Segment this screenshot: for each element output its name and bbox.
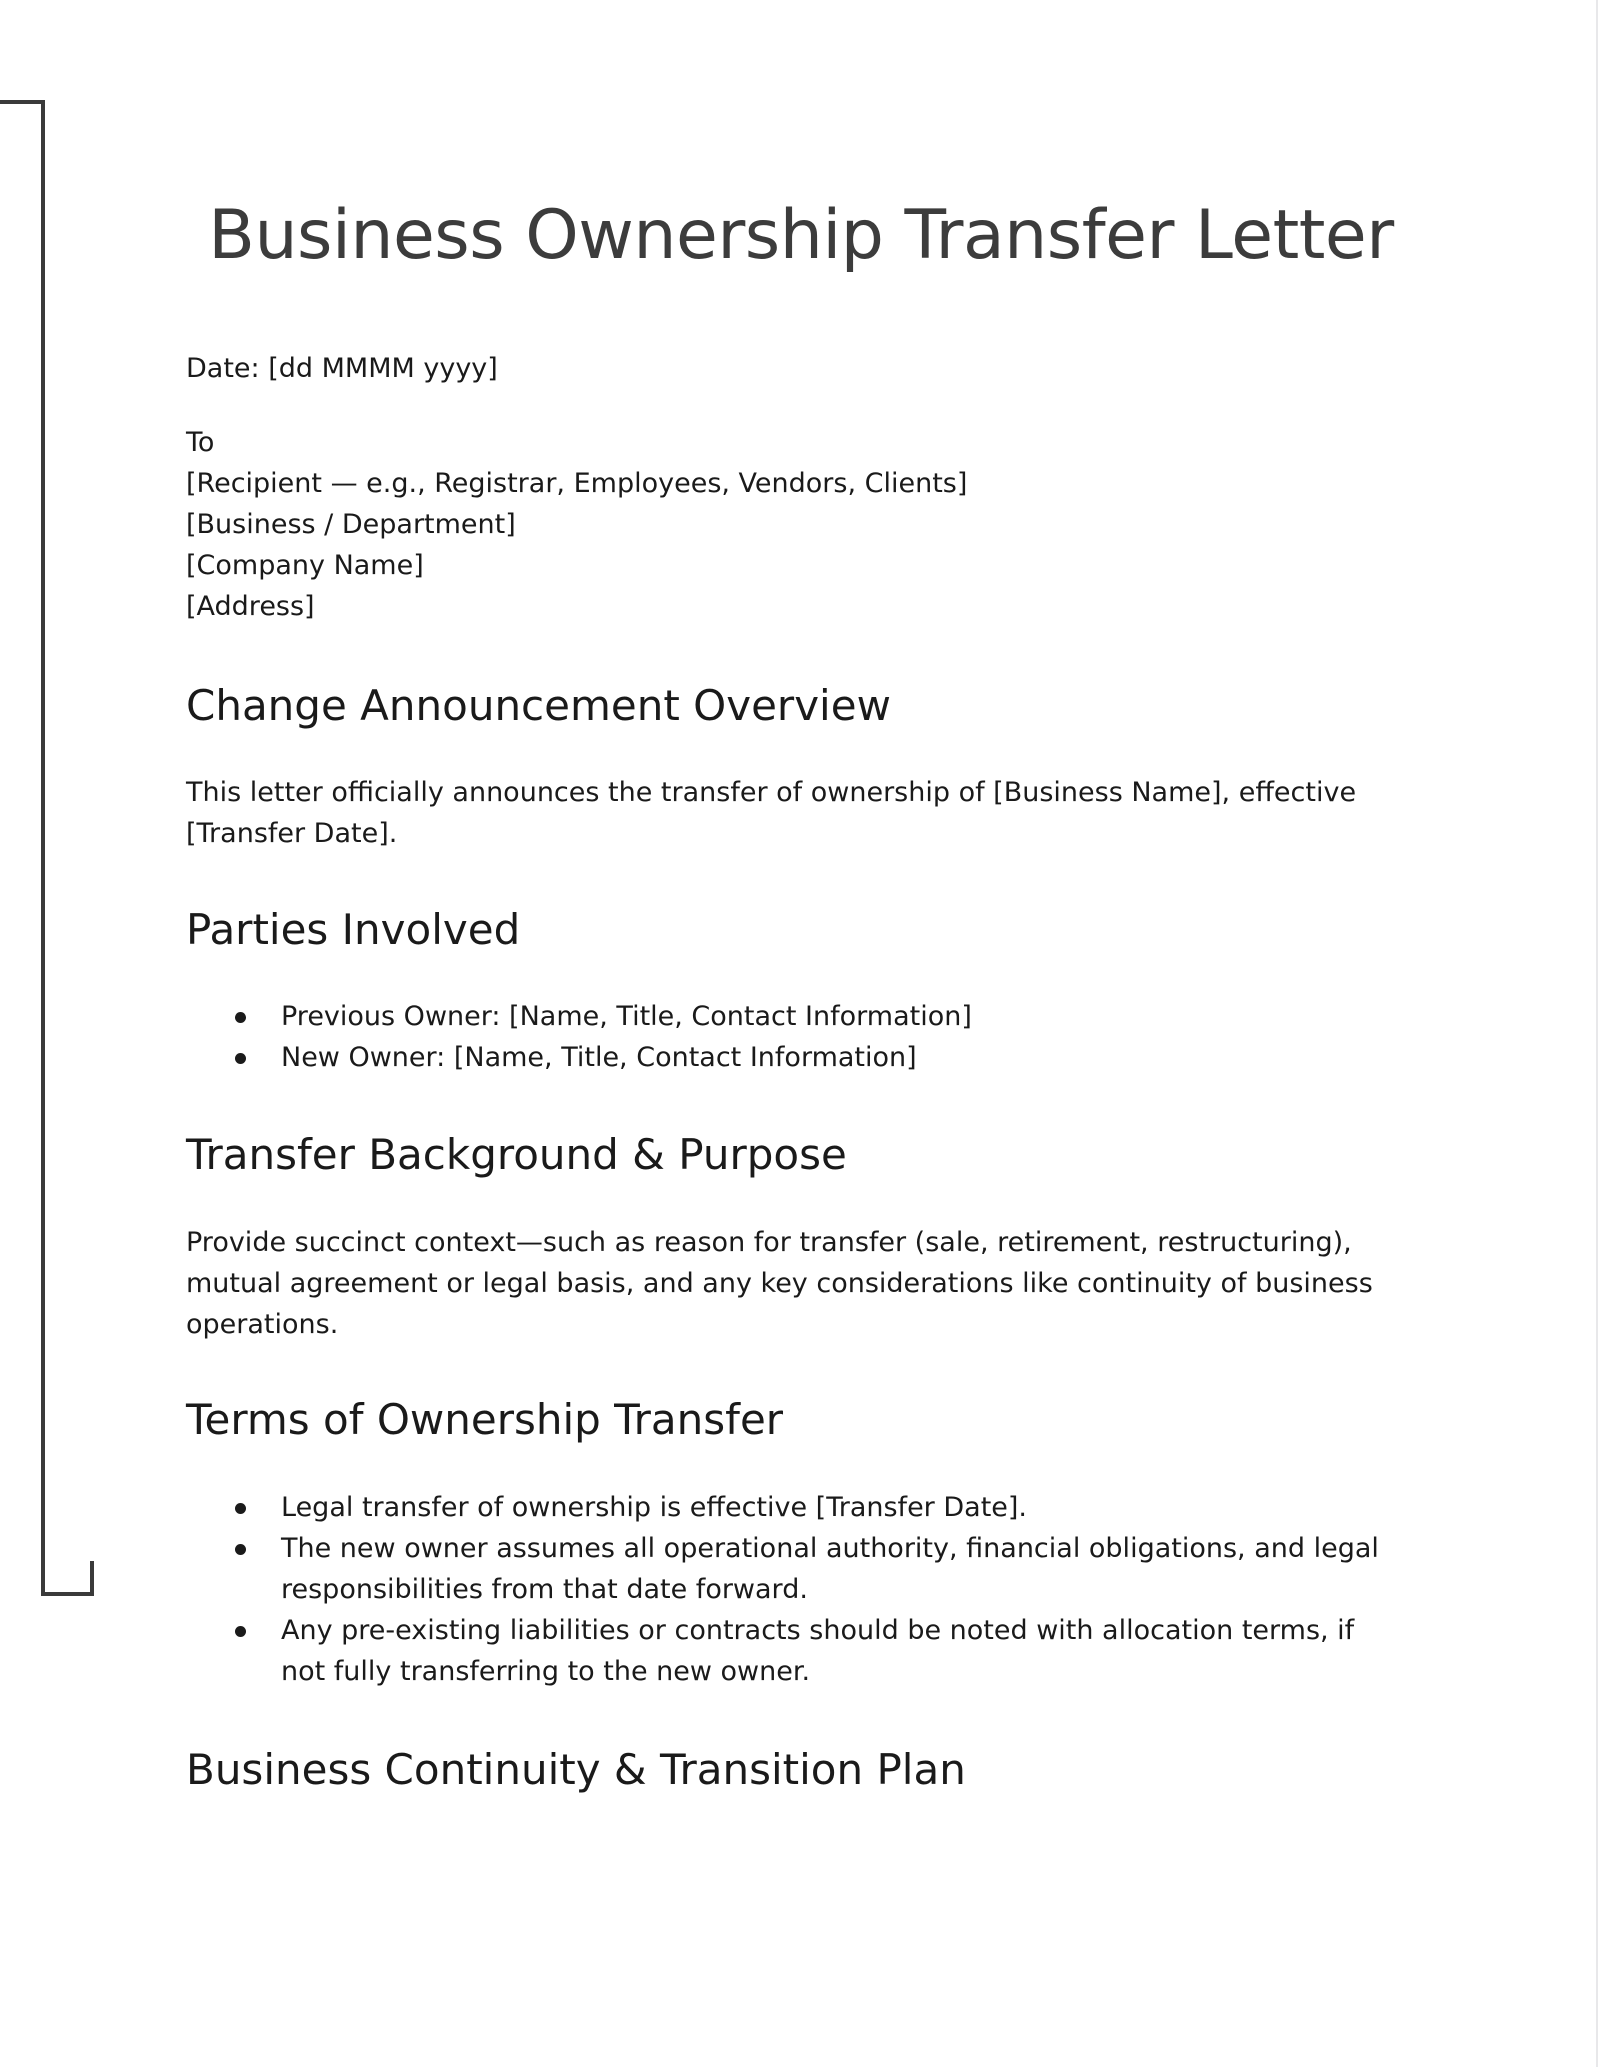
heading-terms: Terms of Ownership Transfer [186, 1395, 784, 1444]
date-line: Date: [dd MMMM yyyy] [186, 353, 498, 384]
address-block [186, 422, 967, 627]
list-item [186, 1037, 1426, 1078]
bullet-dot [235, 1503, 246, 1514]
heading-continuity: Business Continuity & Transition Plan [186, 1745, 966, 1794]
background-paragraph [186, 1222, 1373, 1345]
bullet-dot [235, 1053, 246, 1064]
bracket-tick-stroke [90, 1561, 94, 1596]
list-item [186, 1610, 1426, 1692]
address-line-department: [Business / Department] [186, 509, 516, 540]
address-line-address: [Address] [186, 591, 315, 622]
page-right-edge [1596, 0, 1598, 2067]
bullet-dot [235, 1544, 246, 1555]
heading-overview: Change Announcement Overview [186, 681, 891, 730]
list-item-text: New Owner: [Name, Title, Contact Information] [281, 1042, 917, 1073]
bullet-dot [235, 1012, 246, 1023]
list-item-text: Previous Owner: [Name, Title, Contact Information] [281, 1001, 972, 1032]
list-item [186, 996, 1426, 1037]
overview-line: This letter officially announces the transfer of ownership of [Business Name], effective [186, 777, 1357, 808]
terms-list [186, 1487, 1426, 1692]
parties-list [186, 996, 1426, 1078]
document-title: Business Ownership Transfer Letter [208, 196, 1394, 275]
list-item-text: The new owner assumes all operational authority, financial obligations, and legal [281, 1533, 1379, 1564]
address-line-company: [Company Name] [186, 550, 424, 581]
overview-paragraph [186, 772, 1356, 854]
heading-parties: Parties Involved [186, 905, 521, 954]
bracket-bottom-stroke [41, 1592, 94, 1596]
bracket-vertical-stroke [41, 100, 45, 1596]
address-line-to: To [186, 427, 215, 458]
list-item-text: not fully transferring to the new owner. [281, 1656, 811, 1687]
background-line: Provide succinct context—such as reason for transfer (sale, retirement, restructuring), [186, 1227, 1352, 1258]
list-item [186, 1528, 1426, 1610]
list-item-text: Legal transfer of ownership is effective [Transfer Date]. [281, 1492, 1028, 1523]
address-line-recipient: [Recipient — e.g., Registrar, Employees, Vendors, Clients] [186, 468, 968, 499]
list-item [186, 1487, 1426, 1528]
list-item-text: responsibilities from that date forward. [281, 1574, 808, 1605]
overview-line: [Transfer Date]. [186, 818, 398, 849]
bullet-dot [235, 1626, 246, 1637]
heading-background: Transfer Background & Purpose [186, 1130, 847, 1179]
background-line: operations. [186, 1309, 339, 1340]
bracket-top-stroke [0, 100, 45, 104]
background-line: mutual agreement or legal basis, and any key considerations like continuity of business [186, 1268, 1373, 1299]
list-item-text: Any pre-existing liabilities or contracts should be noted with allocation terms, if [281, 1615, 1355, 1646]
